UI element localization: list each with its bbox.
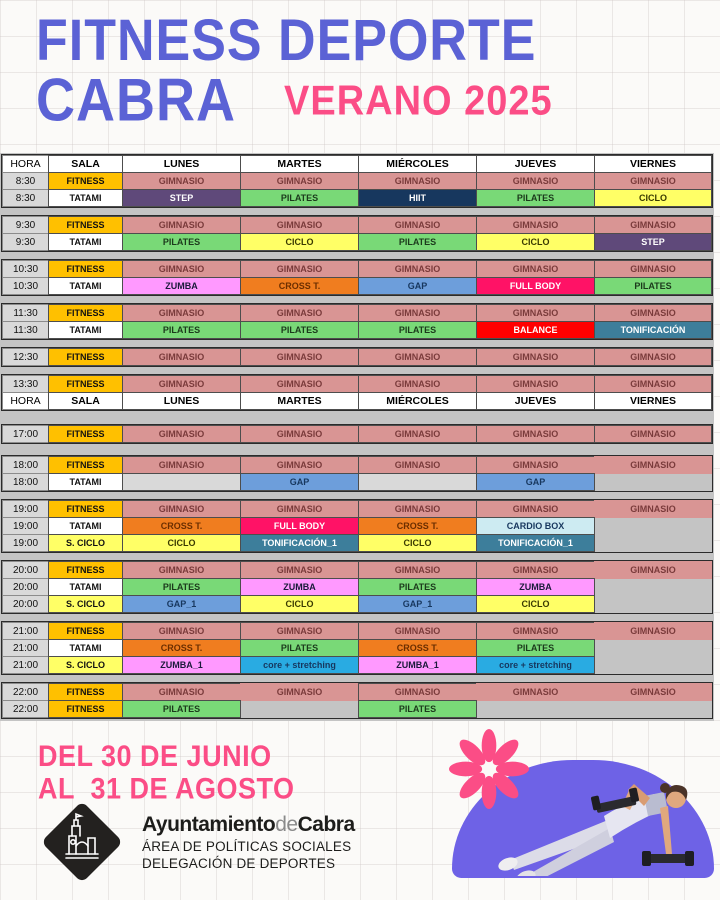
schedule-row bbox=[2, 622, 712, 639]
activity-cell: PILATES bbox=[240, 639, 359, 657]
schedule-row bbox=[2, 375, 712, 392]
activity-cell: GIMNASIO bbox=[122, 622, 241, 640]
activity-cell: CROSS T. bbox=[240, 277, 359, 295]
activity-cell bbox=[122, 473, 241, 491]
room-cell: S. CICLO bbox=[48, 534, 123, 552]
schedule-group bbox=[1, 154, 713, 208]
poster-title-line1: FITNESS DEPORTE bbox=[36, 8, 537, 74]
schedule-group bbox=[1, 455, 713, 492]
activity-cell: PILATES bbox=[122, 321, 241, 339]
hero-graphic bbox=[452, 752, 714, 878]
activity-cell: ZUMBA bbox=[476, 578, 595, 596]
room-cell: FITNESS bbox=[48, 683, 123, 701]
schedule-group bbox=[1, 374, 713, 411]
room-cell: FITNESS bbox=[48, 260, 123, 278]
schedule-group bbox=[1, 499, 713, 553]
activity-cell: CROSS T. bbox=[358, 639, 477, 657]
activity-cell: GIMNASIO bbox=[240, 260, 359, 278]
time-cell: 20:00 bbox=[2, 595, 49, 613]
empty-cell bbox=[594, 473, 712, 491]
room-cell: TATAMI bbox=[48, 189, 123, 207]
schedule-row bbox=[2, 425, 712, 443]
room-cell: FITNESS bbox=[48, 622, 123, 640]
activity-cell: GIMNASIO bbox=[358, 348, 477, 366]
activity-cell: GIMNASIO bbox=[358, 500, 477, 518]
time-cell: 19:00 bbox=[2, 517, 49, 535]
column-header: HORA bbox=[2, 155, 49, 173]
activity-cell: GIMNASIO bbox=[122, 348, 241, 366]
column-header: JUEVES bbox=[476, 155, 595, 173]
room-cell: FITNESS bbox=[48, 304, 123, 322]
activity-cell: GIMNASIO bbox=[594, 172, 712, 190]
column-header: MIÉRCOLES bbox=[358, 155, 477, 173]
activity-cell: GIMNASIO bbox=[476, 348, 595, 366]
schedule-group bbox=[1, 347, 713, 367]
time-cell: 22:00 bbox=[2, 700, 49, 718]
activity-cell: GIMNASIO bbox=[358, 375, 477, 393]
schedule-row bbox=[2, 172, 712, 189]
activity-cell: GIMNASIO bbox=[240, 561, 359, 579]
activity-cell: GIMNASIO bbox=[594, 375, 712, 393]
activity-cell: BALANCE bbox=[476, 321, 595, 339]
room-cell: FITNESS bbox=[48, 561, 123, 579]
schedule-row bbox=[2, 277, 712, 295]
schedule-row bbox=[2, 348, 712, 366]
org-subtitle-1: ÁREA DE POLÍTICAS SOCIALES bbox=[142, 839, 352, 854]
activity-cell: GIMNASIO bbox=[240, 304, 359, 322]
activity-cell: CICLO bbox=[122, 534, 241, 552]
time-cell: 9:30 bbox=[2, 216, 49, 234]
activity-cell: GIMNASIO bbox=[476, 304, 595, 322]
time-cell: 10:30 bbox=[2, 260, 49, 278]
activity-cell: STEP bbox=[122, 189, 241, 207]
room-cell: TATAMI bbox=[48, 233, 123, 251]
schedule-row bbox=[2, 561, 712, 578]
activity-cell: GIMNASIO bbox=[358, 216, 477, 234]
activity-cell: GIMNASIO bbox=[594, 216, 712, 234]
schedule-row bbox=[2, 595, 712, 613]
schedule-row bbox=[2, 500, 712, 517]
activity-cell: GIMNASIO bbox=[122, 375, 241, 393]
activity-cell: PILATES bbox=[240, 321, 359, 339]
schedule-row bbox=[2, 700, 712, 718]
activity-cell: CROSS T. bbox=[358, 517, 477, 535]
schedule-row bbox=[2, 304, 712, 321]
time-cell: 21:00 bbox=[2, 622, 49, 640]
activity-cell: PILATES bbox=[358, 321, 477, 339]
schedule-group bbox=[1, 682, 713, 719]
activity-cell: GIMNASIO bbox=[240, 348, 359, 366]
column-header: HORA bbox=[2, 392, 49, 410]
room-cell: TATAMI bbox=[48, 639, 123, 657]
activity-cell: CICLO bbox=[240, 595, 359, 613]
activity-cell: PILATES bbox=[476, 639, 595, 657]
activity-cell: GIMNASIO bbox=[476, 375, 595, 393]
activity-cell: GIMNASIO bbox=[476, 172, 595, 190]
empty-cell bbox=[594, 517, 712, 535]
activity-cell: PILATES bbox=[240, 189, 359, 207]
activity-cell: GIMNASIO bbox=[122, 456, 241, 474]
time-cell: 21:00 bbox=[2, 639, 49, 657]
activity-cell: GIMNASIO bbox=[240, 622, 359, 640]
schedule-group bbox=[1, 560, 713, 614]
activity-cell: ZUMBA bbox=[240, 578, 359, 596]
activity-cell: PILATES bbox=[358, 578, 477, 596]
room-cell: FITNESS bbox=[48, 456, 123, 474]
poster-title-line2: CABRA bbox=[36, 66, 236, 134]
season-badge: VERANO 2025 bbox=[284, 78, 553, 125]
column-header: LUNES bbox=[122, 155, 241, 173]
schedule-table bbox=[0, 153, 714, 721]
activity-cell: GIMNASIO bbox=[240, 375, 359, 393]
time-cell: 20:00 bbox=[2, 561, 49, 579]
activity-cell: FULL BODY bbox=[476, 277, 595, 295]
activity-cell: PILATES bbox=[122, 233, 241, 251]
activity-cell: CICLO bbox=[476, 595, 595, 613]
town-hall-logo bbox=[36, 796, 128, 888]
activity-cell: GIMNASIO bbox=[594, 561, 712, 579]
schedule-row bbox=[2, 517, 712, 534]
activity-cell: GIMNASIO bbox=[594, 260, 712, 278]
room-cell: FITNESS bbox=[48, 375, 123, 393]
activity-cell: GIMNASIO bbox=[476, 425, 595, 443]
empty-cell bbox=[594, 656, 712, 674]
empty-cell bbox=[594, 578, 712, 596]
activity-cell: TONIFICACIÓN bbox=[594, 321, 712, 339]
room-cell: TATAMI bbox=[48, 578, 123, 596]
activity-cell: core + stretching bbox=[476, 656, 595, 674]
activity-cell: GIMNASIO bbox=[122, 216, 241, 234]
org-name-part2: de bbox=[275, 813, 298, 836]
header-row bbox=[2, 392, 712, 410]
schedule-row bbox=[2, 656, 712, 674]
activity-cell: GIMNASIO bbox=[122, 500, 241, 518]
room-cell: TATAMI bbox=[48, 277, 123, 295]
time-cell: 20:00 bbox=[2, 578, 49, 596]
title-block bbox=[36, 8, 553, 134]
time-cell: 17:00 bbox=[2, 425, 49, 443]
column-header: SALA bbox=[48, 392, 123, 410]
time-cell: 11:30 bbox=[2, 321, 49, 339]
activity-cell: PILATES bbox=[122, 700, 241, 718]
time-cell: 13:30 bbox=[2, 375, 49, 393]
activity-cell: GIMNASIO bbox=[594, 683, 712, 701]
time-cell: 19:00 bbox=[2, 500, 49, 518]
activity-cell: CROSS T. bbox=[122, 639, 241, 657]
activity-cell: GIMNASIO bbox=[476, 216, 595, 234]
schedule-row bbox=[2, 578, 712, 595]
time-cell: 19:00 bbox=[2, 534, 49, 552]
empty-cell bbox=[240, 700, 359, 718]
activity-cell: ZUMBA_1 bbox=[358, 656, 477, 674]
activity-cell: GIMNASIO bbox=[358, 425, 477, 443]
activity-cell: PILATES bbox=[594, 277, 712, 295]
activity-cell: CICLO bbox=[240, 233, 359, 251]
column-header: MARTES bbox=[240, 392, 359, 410]
activity-cell: GAP bbox=[240, 473, 359, 491]
room-cell: FITNESS bbox=[48, 172, 123, 190]
schedule-group bbox=[1, 621, 713, 675]
activity-cell: GIMNASIO bbox=[594, 425, 712, 443]
room-cell: TATAMI bbox=[48, 473, 123, 491]
activity-cell: GIMNASIO bbox=[122, 304, 241, 322]
schedule-row bbox=[2, 456, 712, 473]
activity-cell: PILATES bbox=[358, 700, 477, 718]
schedule-row bbox=[2, 534, 712, 552]
activity-cell: GAP_1 bbox=[358, 595, 477, 613]
activity-cell: GAP bbox=[476, 473, 595, 491]
activity-cell: GIMNASIO bbox=[240, 500, 359, 518]
activity-cell: GIMNASIO bbox=[476, 260, 595, 278]
activity-cell: core + stretching bbox=[240, 656, 359, 674]
activity-cell: GIMNASIO bbox=[594, 500, 712, 518]
column-header: JUEVES bbox=[476, 392, 595, 410]
activity-cell: FULL BODY bbox=[240, 517, 359, 535]
org-name-part3: Cabra bbox=[297, 813, 355, 836]
schedule-row bbox=[2, 233, 712, 251]
date-range-line1: DEL 30 DE JUNIO bbox=[38, 740, 272, 773]
room-cell: S. CICLO bbox=[48, 656, 123, 674]
activity-cell: GIMNASIO bbox=[358, 304, 477, 322]
activity-cell: CARDIO BOX bbox=[476, 517, 595, 535]
activity-cell: GIMNASIO bbox=[122, 425, 241, 443]
activity-cell: GIMNASIO bbox=[122, 172, 241, 190]
activity-cell: GIMNASIO bbox=[476, 622, 595, 640]
activity-cell: HIIT bbox=[358, 189, 477, 207]
room-cell: FITNESS bbox=[48, 500, 123, 518]
room-cell: S. CICLO bbox=[48, 595, 123, 613]
activity-cell: GIMNASIO bbox=[594, 304, 712, 322]
column-header: MARTES bbox=[240, 155, 359, 173]
empty-cell bbox=[594, 595, 712, 613]
time-cell: 11:30 bbox=[2, 304, 49, 322]
schedule-group bbox=[1, 259, 713, 296]
empty-cell bbox=[594, 639, 712, 657]
activity-cell: PILATES bbox=[476, 189, 595, 207]
room-cell: FITNESS bbox=[48, 348, 123, 366]
schedule-row bbox=[2, 189, 712, 207]
org-name bbox=[142, 813, 355, 837]
schedule-row bbox=[2, 321, 712, 339]
activity-cell: GIMNASIO bbox=[594, 456, 712, 474]
room-cell: FITNESS bbox=[48, 425, 123, 443]
activity-cell: GIMNASIO bbox=[476, 683, 595, 701]
column-header: MIÉRCOLES bbox=[358, 392, 477, 410]
activity-cell: STEP bbox=[594, 233, 712, 251]
activity-cell: GIMNASIO bbox=[240, 425, 359, 443]
room-cell: TATAMI bbox=[48, 517, 123, 535]
time-cell: 12:30 bbox=[2, 348, 49, 366]
column-header: LUNES bbox=[122, 392, 241, 410]
time-cell: 10:30 bbox=[2, 277, 49, 295]
schedule-row bbox=[2, 639, 712, 656]
time-cell: 18:00 bbox=[2, 456, 49, 474]
time-cell: 8:30 bbox=[2, 172, 49, 190]
activity-cell: GIMNASIO bbox=[358, 622, 477, 640]
activity-cell: GIMNASIO bbox=[594, 622, 712, 640]
empty-cell bbox=[594, 700, 712, 718]
org-name-part1: Ayuntamiento bbox=[142, 813, 276, 836]
activity-cell bbox=[358, 473, 477, 491]
activity-cell: GIMNASIO bbox=[358, 683, 477, 701]
activity-cell: GIMNASIO bbox=[240, 216, 359, 234]
schedule-group bbox=[1, 215, 713, 252]
room-cell: TATAMI bbox=[48, 321, 123, 339]
athlete-plank-dumbbell-photo bbox=[458, 758, 714, 876]
activity-cell: GIMNASIO bbox=[358, 172, 477, 190]
activity-cell: ZUMBA bbox=[122, 277, 241, 295]
activity-cell: GIMNASIO bbox=[476, 561, 595, 579]
time-cell: 8:30 bbox=[2, 189, 49, 207]
activity-cell: GAP_1 bbox=[122, 595, 241, 613]
activity-cell: GIMNASIO bbox=[476, 456, 595, 474]
room-cell: FITNESS bbox=[48, 700, 123, 718]
activity-cell: GIMNASIO bbox=[594, 348, 712, 366]
activity-cell: GAP bbox=[358, 277, 477, 295]
activity-cell: CICLO bbox=[358, 534, 477, 552]
organization-block bbox=[36, 796, 355, 888]
schedule-row bbox=[2, 216, 712, 233]
org-subtitle-2: DELEGACIÓN DE DEPORTES bbox=[142, 856, 336, 871]
activity-cell: GIMNASIO bbox=[240, 172, 359, 190]
activity-cell: GIMNASIO bbox=[358, 561, 477, 579]
schedule-row bbox=[2, 683, 712, 700]
activity-cell: ZUMBA_1 bbox=[122, 656, 241, 674]
time-cell: 18:00 bbox=[2, 473, 49, 491]
activity-cell: GIMNASIO bbox=[122, 683, 241, 701]
column-header: VIERNES bbox=[594, 392, 712, 410]
room-cell: FITNESS bbox=[48, 216, 123, 234]
time-cell: 9:30 bbox=[2, 233, 49, 251]
activity-cell: GIMNASIO bbox=[240, 456, 359, 474]
activity-cell: PILATES bbox=[122, 578, 241, 596]
activity-cell: GIMNASIO bbox=[476, 500, 595, 518]
schedule-group bbox=[1, 303, 713, 340]
time-cell: 22:00 bbox=[2, 683, 49, 701]
schedule-group bbox=[1, 424, 713, 444]
activity-cell: GIMNASIO bbox=[122, 260, 241, 278]
activity-cell: GIMNASIO bbox=[358, 260, 477, 278]
activity-cell: GIMNASIO bbox=[358, 456, 477, 474]
empty-cell bbox=[476, 700, 595, 718]
activity-cell: GIMNASIO bbox=[240, 683, 359, 701]
time-cell: 21:00 bbox=[2, 656, 49, 674]
activity-cell: TONIFICACIÓN_1 bbox=[476, 534, 595, 552]
column-header: SALA bbox=[48, 155, 123, 173]
activity-cell: CROSS T. bbox=[122, 517, 241, 535]
activity-cell: PILATES bbox=[358, 233, 477, 251]
activity-cell: CICLO bbox=[476, 233, 595, 251]
column-header: VIERNES bbox=[594, 155, 712, 173]
schedule-row bbox=[2, 473, 712, 491]
header-row bbox=[2, 155, 712, 172]
activity-cell: CICLO bbox=[594, 189, 712, 207]
date-range-line2: AL 31 DE AGOSTO bbox=[38, 772, 295, 806]
activity-cell: GIMNASIO bbox=[122, 561, 241, 579]
schedule-row bbox=[2, 260, 712, 277]
empty-cell bbox=[594, 534, 712, 552]
activity-cell: TONIFICACIÓN_1 bbox=[240, 534, 359, 552]
